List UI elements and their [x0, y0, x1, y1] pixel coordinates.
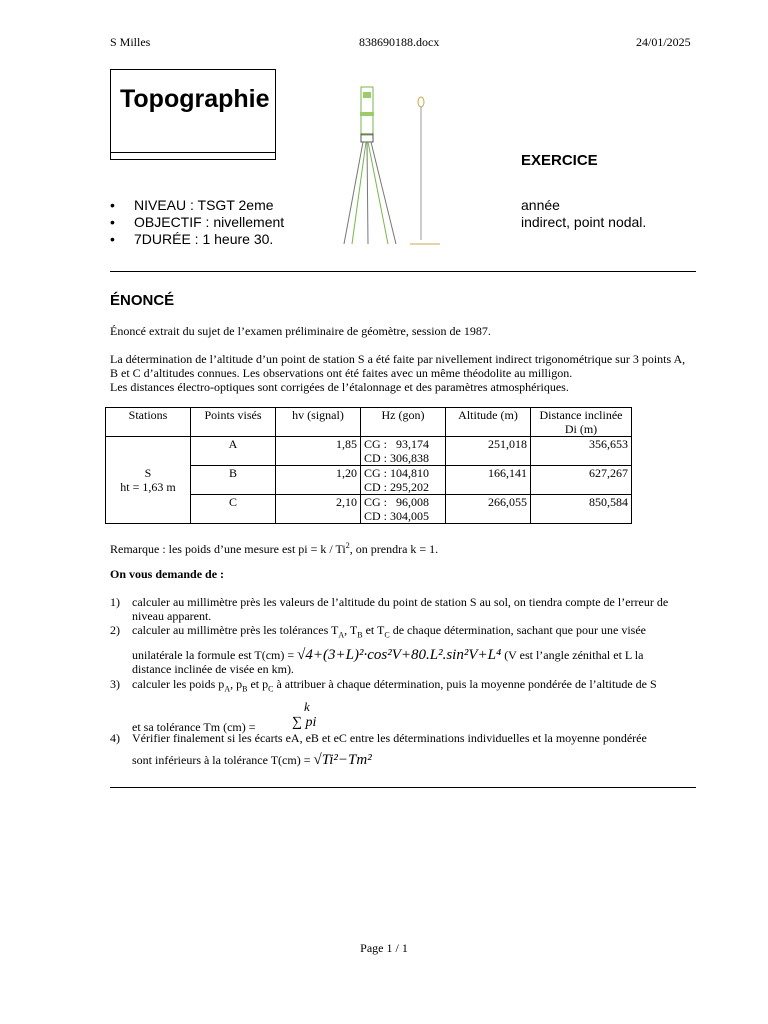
bullet-niveau-cont: année [521, 197, 560, 213]
hz-cell: CG : 96,008 CD : 304,005 [361, 495, 446, 524]
hv-cell: 1,85 [276, 437, 361, 466]
hz-cell: CG : 93,174 CD : 306,838 [361, 437, 446, 466]
point-cell: B [191, 466, 276, 495]
hv-cell: 2,10 [276, 495, 361, 524]
intro-text: Énoncé extrait du sujet de l’examen préliminaire de géomètre, session de 1987. [110, 324, 491, 338]
theodolite-tripod-illustration [330, 82, 460, 252]
hz-cell: CG : 104,810 CD : 295,202 [361, 466, 446, 495]
altitude-cell: 166,141 [446, 466, 531, 495]
title-box [110, 69, 276, 153]
mean-tolerance-formula: √Ti²−Tm² [313, 752, 372, 768]
th-points: Points visés [191, 408, 276, 437]
list-item: 1) calculer au millimètre près les valeurs de l’altitude du point de station S au sol, on tiendra compte de l’erreur de niveau apparent. [110, 595, 669, 623]
paragraph-2: Les distances électro-optiques sont corrigées de l’étalonnage et des paramètres atmosphériques. [110, 380, 569, 394]
distance-cell: 627,267 [531, 466, 632, 495]
bullet-objectif-cont: indirect, point nodal. [521, 214, 647, 230]
th-hv: hv (signal) [276, 408, 361, 437]
exercise-label: EXERCICE [521, 152, 598, 169]
bullet-niveau: • NIVEAU : TSGT 2eme [110, 197, 274, 213]
tolerance-formula: √4+(3+L)²·cos²V+80.L².sin²V+L⁴ [297, 647, 502, 664]
ask-heading: On vous demande de : [110, 567, 225, 581]
page-footer: Page 1 / 1 [360, 941, 408, 955]
altitude-cell: 251,018 [446, 437, 531, 466]
enonce-heading: ÉNONCÉ [110, 292, 175, 309]
th-distance: Distance inclinée Di (m) [531, 408, 632, 437]
th-hz: Hz (gon) [361, 408, 446, 437]
table-header-row [106, 408, 632, 437]
th-stations: Stations [106, 408, 191, 437]
distance-cell: 850,584 [531, 495, 632, 524]
point-cell: C [191, 495, 276, 524]
point-cell: A [191, 437, 276, 466]
header-date: 24/01/2025 [636, 35, 691, 49]
list-item: 4) Vérifier finalement si les écarts eA, eB et eC entre les déterminations individuelles et la moyenne pondérée sont inférieurs à la tolérance T(cm) = √Ti²−Tm² [110, 731, 647, 768]
bullet-duree: • 7DURÉE : 1 heure 30. [110, 231, 274, 247]
station-cell: S ht = 1,63 m [106, 437, 191, 524]
altitude-cell: 266,055 [446, 495, 531, 524]
remark-text: Remarque : les poids d’une mesure est pi = k / Ti$^2$, on prendra k = 1. [110, 541, 439, 556]
paragraph-1: La détermination de l’altitude d’un point de station S a été faite par nivellement indirect trigonométrique sur 3 points A, B et C d’altitudes connues. Les observations ont été faites avec un même théodolite au milligon. [110, 352, 686, 380]
th-altitude: Altitude (m) [446, 408, 531, 437]
list-item: 2) calculer au millimètre près les tolérances $T_A$, $T_B$ et $T_C$ de chaque détermination, sachant que pour une visée unilatérale la formule est T(cm) = √4+(3+L)²·cos²V+80.L².sin²V+L⁴ (V est l’angle zénithal et L la distance inclinée de visée en km). [110, 623, 646, 677]
divider-top [110, 271, 696, 272]
table-row [106, 437, 632, 466]
weight-formula-numerator: k [304, 699, 310, 715]
divider-bottom [110, 787, 696, 788]
document-title: Topographie [120, 85, 270, 113]
title-underline-box [110, 151, 276, 160]
header-author: S Milles [110, 35, 151, 49]
distance-cell: 356,653 [531, 437, 632, 466]
header-filename: 838690188.docx [359, 35, 440, 49]
list-item: 3) calculer les poids $p_A$, $p_B$ et $p_C$ à attribuer à chaque détermination, puis la moyenne pondérée de l’altitude de S et sa tolérance Tm (cm) = k ∑ pi [110, 677, 657, 735]
weight-formula-denominator: ∑ pi [292, 715, 317, 731]
hv-cell: 1,20 [276, 466, 361, 495]
bullet-objectif: • OBJECTIF : nivellement [110, 214, 285, 230]
observations-table [105, 407, 632, 524]
